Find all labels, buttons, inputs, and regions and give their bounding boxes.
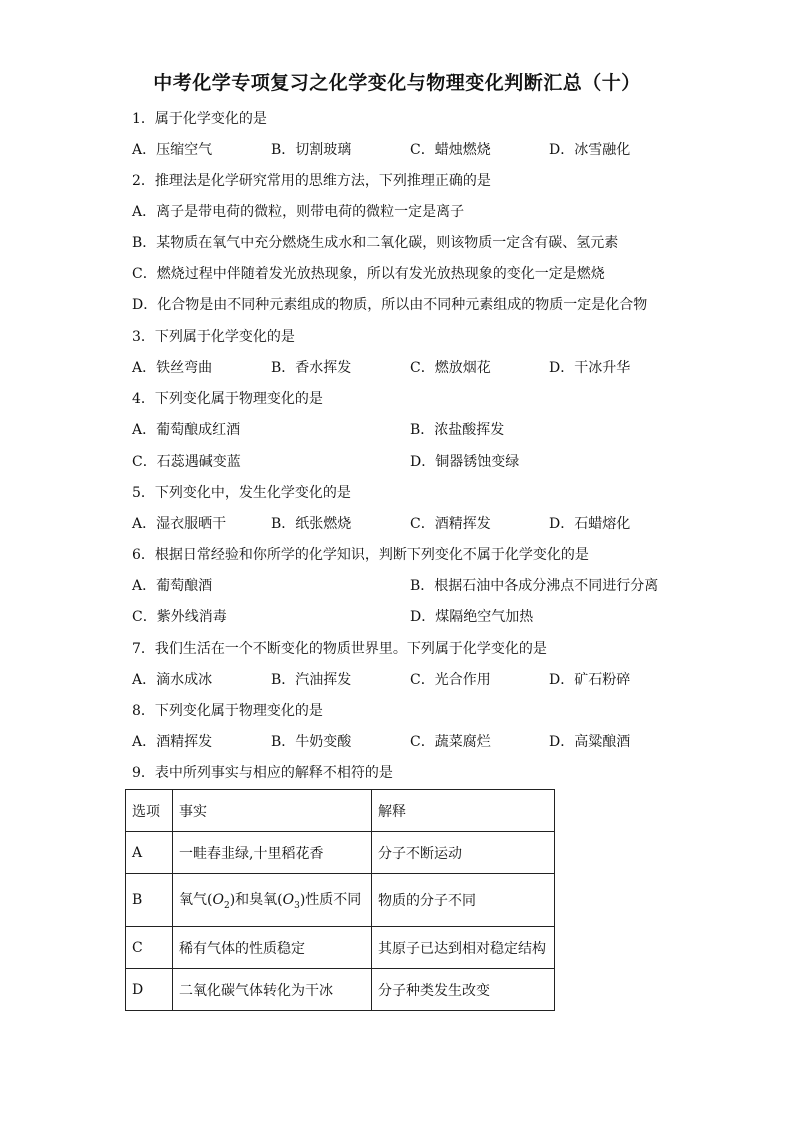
q4-option-a: A．葡萄酿成红酒: [132, 422, 241, 438]
table-cell-formula: [173, 874, 372, 927]
table-cell: 其原子已达到相对稳定结构: [372, 927, 555, 969]
question-7: 7．我们生活在一个不断变化的物质世界里。下列属于化学变化的是: [132, 641, 547, 657]
q3-option-b: B．香水挥发: [271, 360, 352, 376]
table-cell: 物质的分子不同: [372, 874, 555, 927]
question-9: 9．表中所列事实与相应的解释不相符的是: [132, 765, 393, 781]
question-3: 3．下列属于化学变化的是: [132, 329, 295, 345]
formula-subscript: 3: [294, 900, 300, 911]
formula-subscript: 2: [223, 900, 230, 911]
table-cell: 分子不断运动: [372, 832, 555, 874]
q6-option-a: A．葡萄酿酒: [132, 578, 213, 594]
q5-option-a: A．湿衣服晒干: [132, 516, 227, 532]
q4-option-c: C．石蕊遇碱变蓝: [132, 454, 241, 470]
q6-option-c: C．紫外线消毒: [132, 609, 227, 625]
formula-text: 氧气(: [179, 892, 213, 909]
q8-option-b: B．牛奶变酸: [271, 734, 352, 750]
q4-option-d: D．铜器锈蚀变绿: [410, 454, 520, 470]
table-cell: 稀有气体的性质稳定: [173, 927, 372, 969]
q1-option-a: A．压缩空气: [132, 142, 213, 158]
q3-option-d: D．干冰升华: [549, 360, 631, 376]
q6-option-b: B．根据石油中各成分沸点不同进行分离: [410, 578, 659, 594]
table-header-row: [126, 790, 555, 832]
q7-option-d: D．矿石粉碎: [549, 672, 631, 688]
q1-option-b: B．切割玻璃: [271, 142, 352, 158]
question-2: 2．推理法是化学研究常用的思维方法，下列推理正确的是: [132, 173, 491, 189]
q3-option-a: A．铁丝弯曲: [132, 360, 213, 376]
table-cell: D: [126, 969, 173, 1011]
q5-option-b: B．纸张燃烧: [271, 516, 352, 532]
table-cell: 分子种类发生改变: [372, 969, 555, 1011]
question-6: 6．根据日常经验和你所学的化学知识，判断下列变化不属于化学变化的是: [132, 547, 589, 563]
q6-option-d: D．煤隔绝空气加热: [410, 609, 534, 625]
formula-element-symbol: O: [282, 892, 295, 909]
q8-option-d: D．高粱酿酒: [549, 734, 631, 750]
q8-option-c: C．蔬菜腐烂: [410, 734, 491, 750]
formula-text: )和臭氧(: [229, 892, 283, 909]
question-8: 8．下列变化属于物理变化的是: [132, 703, 323, 719]
question-1: 1．属于化学变化的是: [132, 111, 267, 127]
q5-option-c: C．酒精挥发: [410, 516, 491, 532]
table-cell: 一畦春韭绿,十里稻花香: [173, 832, 372, 874]
q2-option-a: A．离子是带电荷的微粒，则带电荷的微粒一定是离子: [132, 204, 465, 220]
facts-table: [125, 789, 555, 1011]
q7-option-a: A．滴水成冰: [132, 672, 213, 688]
q2-option-c: C．燃烧过程中伴随着发光放热现象，所以有发光放热现象的变化一定是燃烧: [132, 266, 605, 282]
q7-option-c: C．光合作用: [410, 672, 491, 688]
q2-option-d: D．化合物是由不同种元素组成的物质，所以由不同种元素组成的物质一定是化合物: [132, 297, 648, 313]
question-5: 5．下列变化中，发生化学变化的是: [132, 485, 351, 501]
table-cell: A: [126, 832, 173, 874]
question-4: 4．下列变化属于物理变化的是: [132, 391, 323, 407]
table-row: [126, 927, 555, 969]
q5-option-d: D．石蜡熔化: [549, 516, 631, 532]
table-cell: B: [126, 874, 173, 927]
table-row: [126, 832, 555, 874]
table-cell: C: [126, 927, 173, 969]
q3-option-c: C．燃放烟花: [410, 360, 491, 376]
table-header-cell: 解释: [372, 790, 555, 832]
table-header-cell: 选项: [126, 790, 173, 832]
q7-option-b: B．汽油挥发: [271, 672, 352, 688]
table-row: [126, 874, 555, 927]
page-title: 中考化学专项复习之化学变化与物理变化判断汇总（十）: [153, 72, 641, 94]
formula-text: )性质不同: [299, 892, 362, 909]
formula-element-symbol: O: [212, 892, 224, 909]
q1-option-d: D．冰雪融化: [549, 142, 631, 158]
table-cell: 二氧化碳气体转化为干冰: [173, 969, 372, 1011]
q8-option-a: A．酒精挥发: [132, 734, 213, 750]
table-header-cell: 事实: [173, 790, 372, 832]
table-row: [126, 969, 555, 1011]
q2-option-b: B．某物质在氧气中充分燃烧生成水和二氧化碳，则该物质一定含有碳、氢元素: [132, 235, 619, 251]
q1-option-c: C．蜡烛燃烧: [410, 142, 491, 158]
q4-option-b: B．浓盐酸挥发: [410, 422, 505, 438]
